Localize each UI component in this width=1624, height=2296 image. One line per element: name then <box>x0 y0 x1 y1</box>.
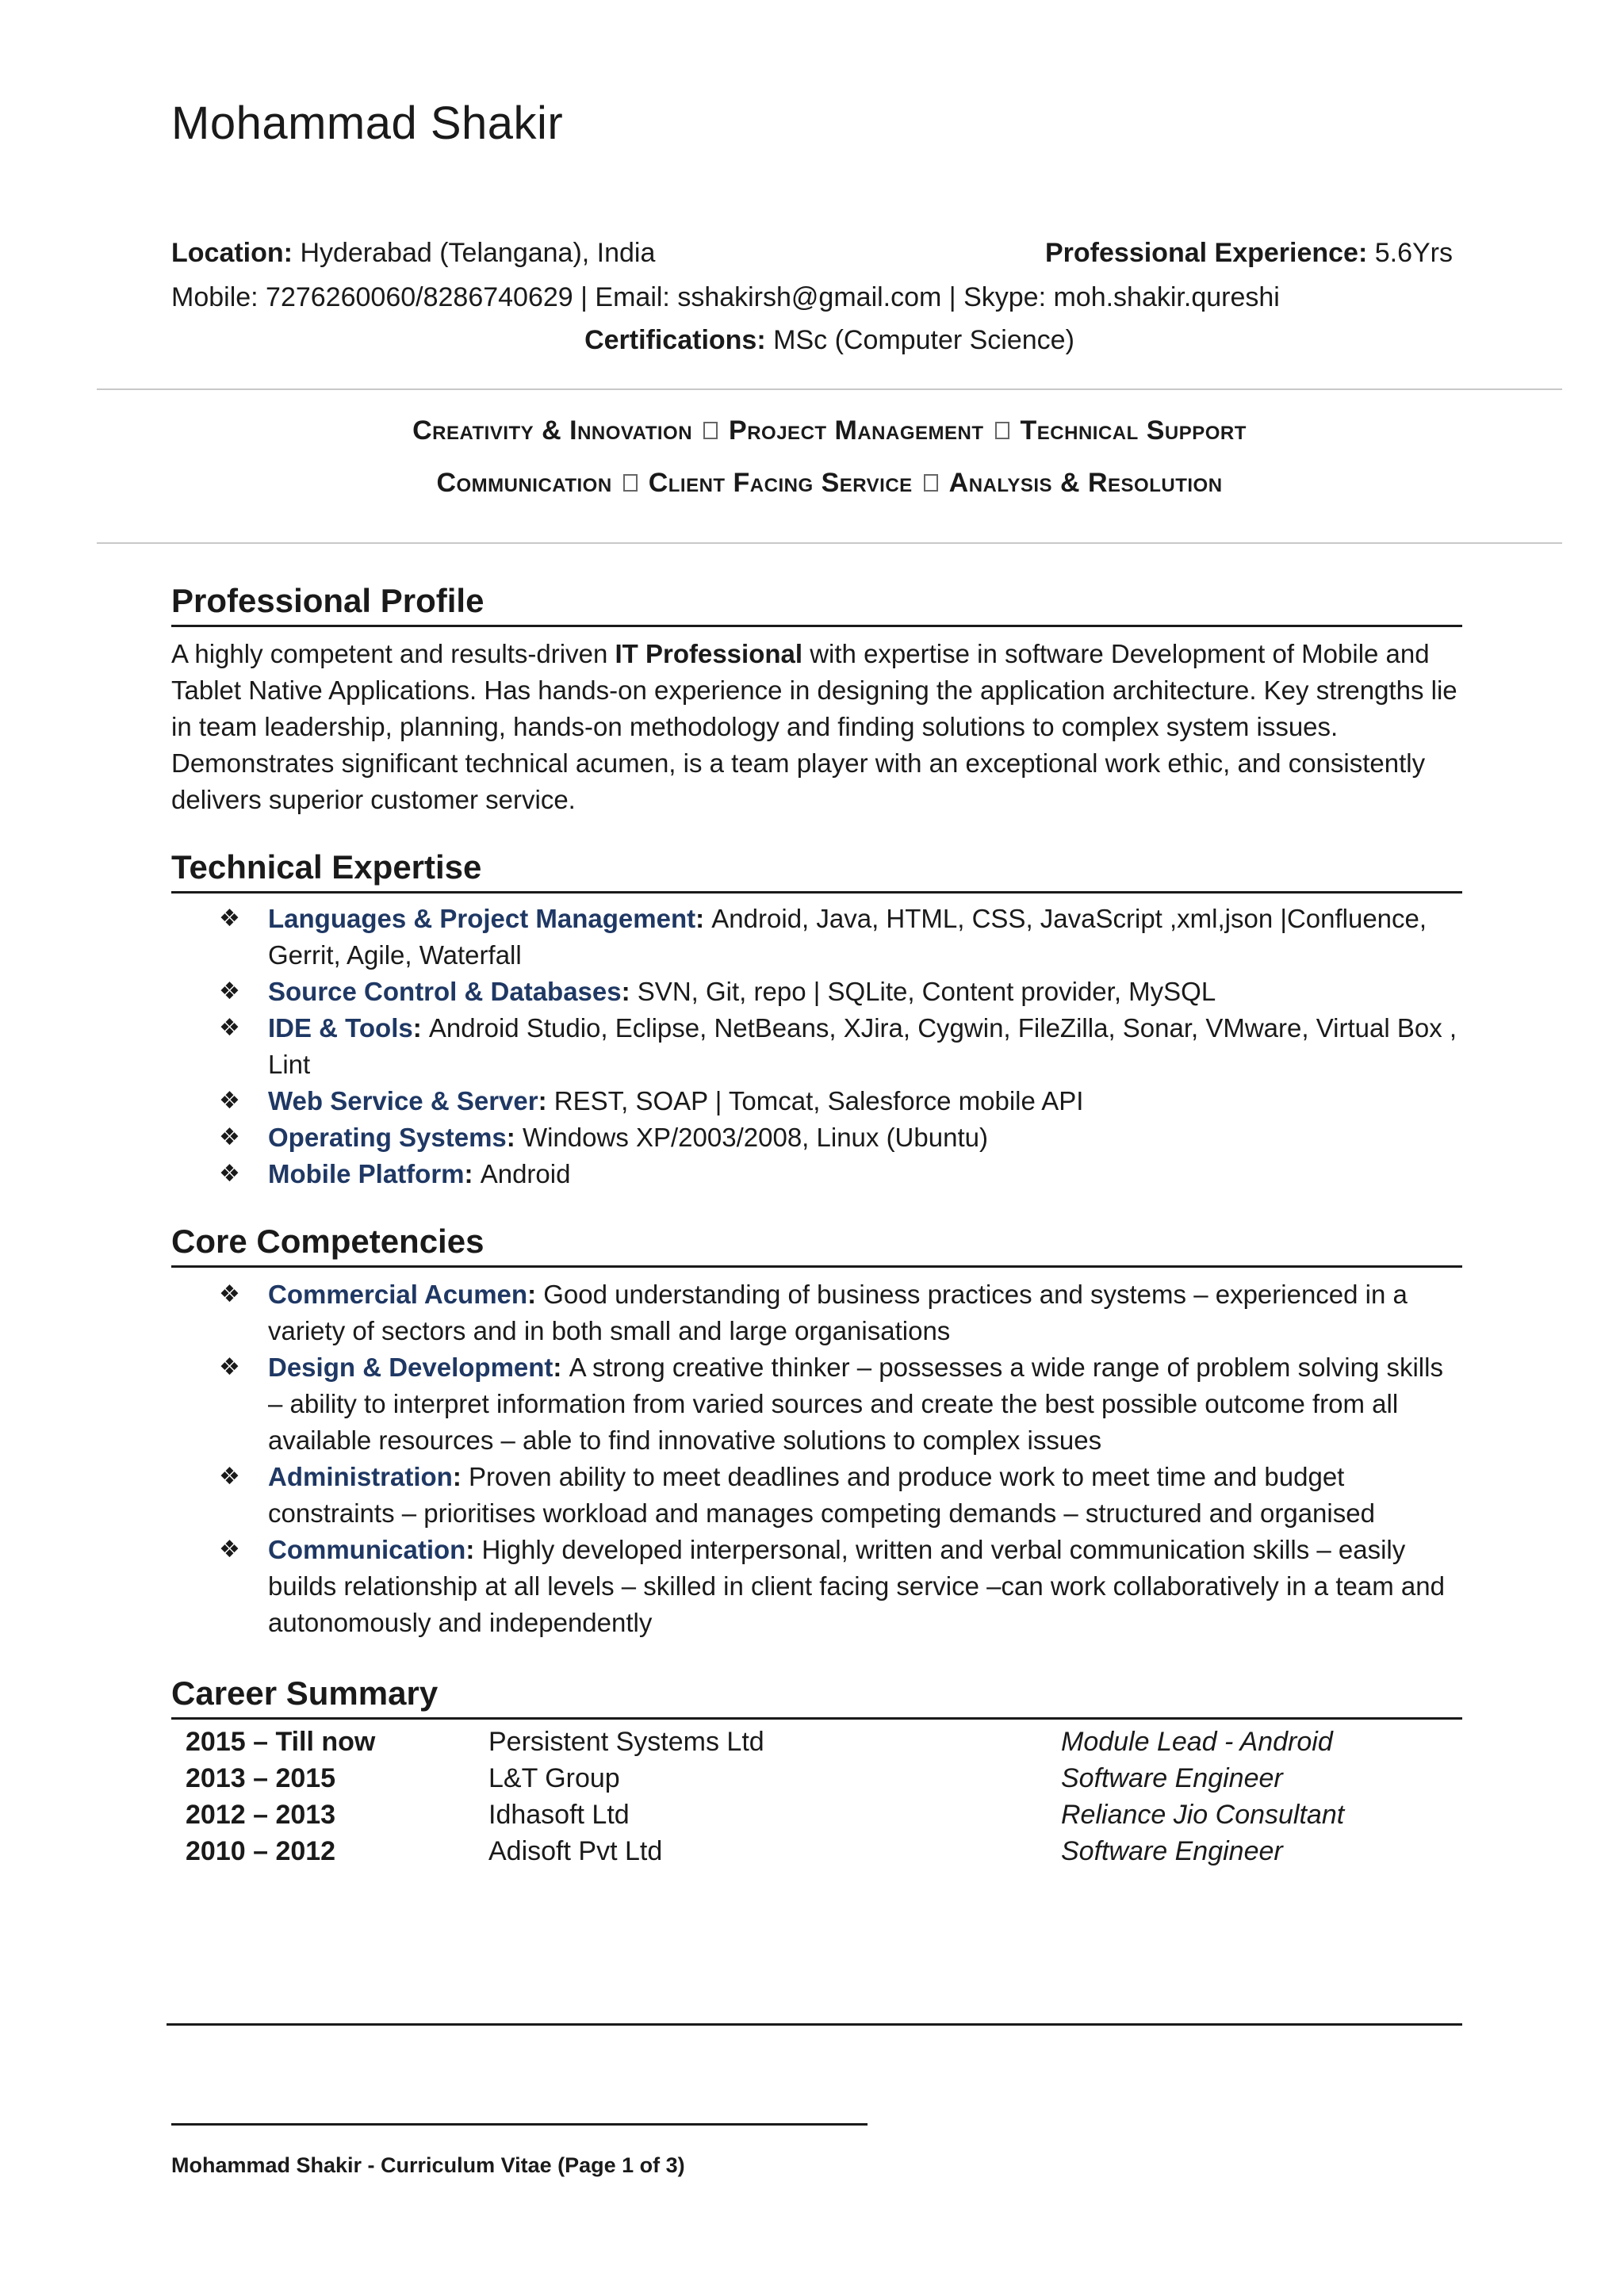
skills-banner-line-1 <box>97 415 1562 446</box>
career-role: Module Lead - Android <box>1061 1727 1333 1757</box>
banner-item: Client Facing Service <box>648 468 913 498</box>
career-years: 2012 – 2013 <box>186 1800 336 1830</box>
diamond-bullet-icon: ❖ <box>219 978 240 1004</box>
banner-item: Analysis & Resolution <box>948 468 1223 498</box>
profile-paragraph <box>171 636 1462 818</box>
career-years: 2013 – 2015 <box>186 1763 336 1793</box>
technical-list <box>214 901 1462 1192</box>
list-item: ❖ Mobile Platform: Android <box>214 1156 1462 1192</box>
item-value: REST, SOAP | Tomcat, Salesforce mobile API <box>553 1086 1084 1115</box>
experience-label: Professional Experience: <box>1045 238 1368 268</box>
list-item: ❖ IDE & Tools: Android Studio, Eclipse, NetBeans, XJira, Cygwin, FileZilla, Sonar, VMware, Virtual Box , Lint <box>214 1010 1462 1083</box>
item-value: Proven ability to meet deadlines and produce work to meet time and budget constraints – prioritises workload and manages competing demands – structured and organised <box>268 1462 1375 1528</box>
diamond-bullet-icon: ❖ <box>219 1354 240 1380</box>
career-role: Reliance Jio Consultant <box>1061 1800 1345 1830</box>
competencies-list <box>214 1276 1462 1641</box>
career-company: L&T Group <box>488 1763 620 1793</box>
list-item: ❖ Communication: Highly developed interpersonal, written and verbal communication skills – easily builds relationship at all levels – skilled in client facing service –can work collaboratively in a team and autonomously and independently <box>214 1532 1462 1641</box>
banner-item: Creativity & Innovation <box>412 415 693 446</box>
profile-text: with expertise in software Development of Mobile and Tablet Native Applications. Has hands-on experience in designing the application architecture. Key strengths lie in team leadership, planning, hands-on methodology and finding solutions to complex system issues. Demonstrates significant technical acumen, is a team player with an exceptional work ethic, and consistently delivers superior customer service. <box>171 639 1457 814</box>
item-value: A strong creative thinker – possesses a wide range of problem solving skills – ability to interpret information from varied sources and create the best possible outcome from all available resources – able to find innovative solutions to complex issues <box>268 1353 1443 1455</box>
list-item: ❖ Languages & Project Management: Android, Java, HTML, CSS, JavaScript ,xml,json |Confluence, Gerrit, Agile, Waterfall <box>214 901 1462 974</box>
table-row <box>171 1763 1462 1800</box>
career-role: Software Engineer <box>1061 1763 1283 1793</box>
diamond-bullet-icon: ❖ <box>219 1161 240 1187</box>
divider-page-bottom <box>167 2023 1462 2026</box>
page-footer: Mohammad Shakir - Curriculum Vitae (Page 1 of 3) <box>171 2153 685 2177</box>
list-item: ❖ Operating Systems: Windows XP/2003/2008, Linux (Ubuntu) <box>214 1119 1462 1156</box>
table-row <box>171 1727 1462 1763</box>
candidate-name: Mohammad Shakir <box>171 98 564 149</box>
career-company: Persistent Systems Ltd <box>488 1727 764 1757</box>
certifications-label: Certifications: <box>584 325 766 355</box>
item-value: Highly developed interpersonal, written and verbal communication skills – easily builds relationship at all levels – skilled in client facing service –can work collaboratively in a team and autonomously and independently <box>268 1535 1445 1637</box>
table-row <box>171 1836 1462 1873</box>
table-row <box>171 1800 1462 1836</box>
certifications-line <box>97 325 1562 356</box>
separator-icon <box>623 474 638 492</box>
diamond-bullet-icon: ❖ <box>219 1124 240 1150</box>
list-item: ❖ Design & Development: A strong creative thinker – possesses a wide range of problem solving skills – ability to interpret information from varied sources and create the best possible outcome from all available resources – able to find innovative solutions to complex issues <box>214 1349 1462 1459</box>
item-value: Android Studio, Eclipse, NetBeans, XJira, Cygwin, FileZilla, Sonar, VMware, Virtual Box , Lint <box>268 1013 1457 1079</box>
banner-item: Communication <box>436 468 612 498</box>
career-company: Adisoft Pvt Ltd <box>488 1836 663 1866</box>
footer-rule <box>171 2123 868 2126</box>
diamond-bullet-icon: ❖ <box>219 1281 240 1307</box>
career-table <box>171 1727 1462 1873</box>
item-label: Source Control & Databases <box>268 977 622 1006</box>
item-value: Windows XP/2003/2008, Linux (Ubuntu) <box>522 1123 988 1152</box>
section-title-career: Career Summary <box>171 1674 1462 1720</box>
item-label: Operating Systems <box>268 1123 507 1152</box>
item-label: Commercial Acumen <box>268 1280 528 1309</box>
item-label: Communication <box>268 1535 466 1564</box>
career-years: 2015 – Till now <box>186 1727 376 1757</box>
item-label: Design & Development <box>268 1353 553 1382</box>
section-title-competencies: Core Competencies <box>171 1223 1462 1268</box>
career-role: Software Engineer <box>1061 1836 1283 1866</box>
item-label: IDE & Tools <box>268 1013 413 1043</box>
banner-item: Project Management <box>729 415 984 446</box>
diamond-bullet-icon: ❖ <box>219 905 240 932</box>
separator-icon <box>924 474 938 492</box>
diamond-bullet-icon: ❖ <box>219 1015 240 1041</box>
item-label: Administration <box>268 1462 453 1491</box>
divider-top <box>97 388 1562 390</box>
career-company: Idhasoft Ltd <box>488 1800 630 1830</box>
profile-text: A highly competent and results-driven <box>171 639 615 668</box>
list-item: ❖ Commercial Acumen: Good understanding of business practices and systems – experienced in a variety of sectors and in both small and large organisations <box>214 1276 1462 1349</box>
certifications-value: MSc (Computer Science) <box>773 325 1074 355</box>
location-value: Hyderabad (Telangana), India <box>300 238 656 268</box>
item-value: Android <box>480 1159 571 1188</box>
skills-banner-line-2 <box>97 468 1562 499</box>
item-value: SVN, Git, repo | SQLite, Content provider, MySQL <box>637 977 1216 1006</box>
profile-text-bold: IT Professional <box>615 639 803 668</box>
location-label: Location: <box>171 238 293 268</box>
experience-line <box>1045 238 1453 269</box>
item-label: Web Service & Server <box>268 1086 538 1115</box>
career-years: 2010 – 2012 <box>186 1836 336 1866</box>
diamond-bullet-icon: ❖ <box>219 1088 240 1114</box>
diamond-bullet-icon: ❖ <box>219 1464 240 1490</box>
separator-icon <box>703 422 718 439</box>
section-title-technical: Technical Expertise <box>171 848 1462 894</box>
diamond-bullet-icon: ❖ <box>219 1536 240 1563</box>
section-title-profile: Professional Profile <box>171 582 1462 627</box>
experience-value: 5.6Yrs <box>1374 238 1453 268</box>
contact-details-line: Mobile: 7276260060/8286740629 | Email: sshakirsh@gmail.com | Skype: moh.shakir.qureshi <box>171 282 1280 312</box>
list-item: ❖ Source Control & Databases: SVN, Git, repo | SQLite, Content provider, MySQL <box>214 974 1462 1010</box>
item-value: Android, Java, HTML, CSS, JavaScript ,xml,json |Confluence, Gerrit, Agile, Waterfall <box>268 904 1427 970</box>
separator-icon <box>995 422 1009 439</box>
location-line <box>171 238 655 269</box>
item-label: Mobile Platform <box>268 1159 465 1188</box>
divider-banner-bottom <box>97 542 1562 544</box>
banner-item: Technical Support <box>1020 415 1247 446</box>
item-label: Languages & Project Management <box>268 904 696 933</box>
list-item: ❖ Administration: Proven ability to meet deadlines and produce work to meet time and budget constraints – prioritises workload and manages competing demands – structured and organised <box>214 1459 1462 1532</box>
list-item: ❖ Web Service & Server: REST, SOAP | Tomcat, Salesforce mobile API <box>214 1083 1462 1119</box>
item-value: Good understanding of business practices and systems – experienced in a variety of sectors and in both small and large organisations <box>268 1280 1408 1345</box>
